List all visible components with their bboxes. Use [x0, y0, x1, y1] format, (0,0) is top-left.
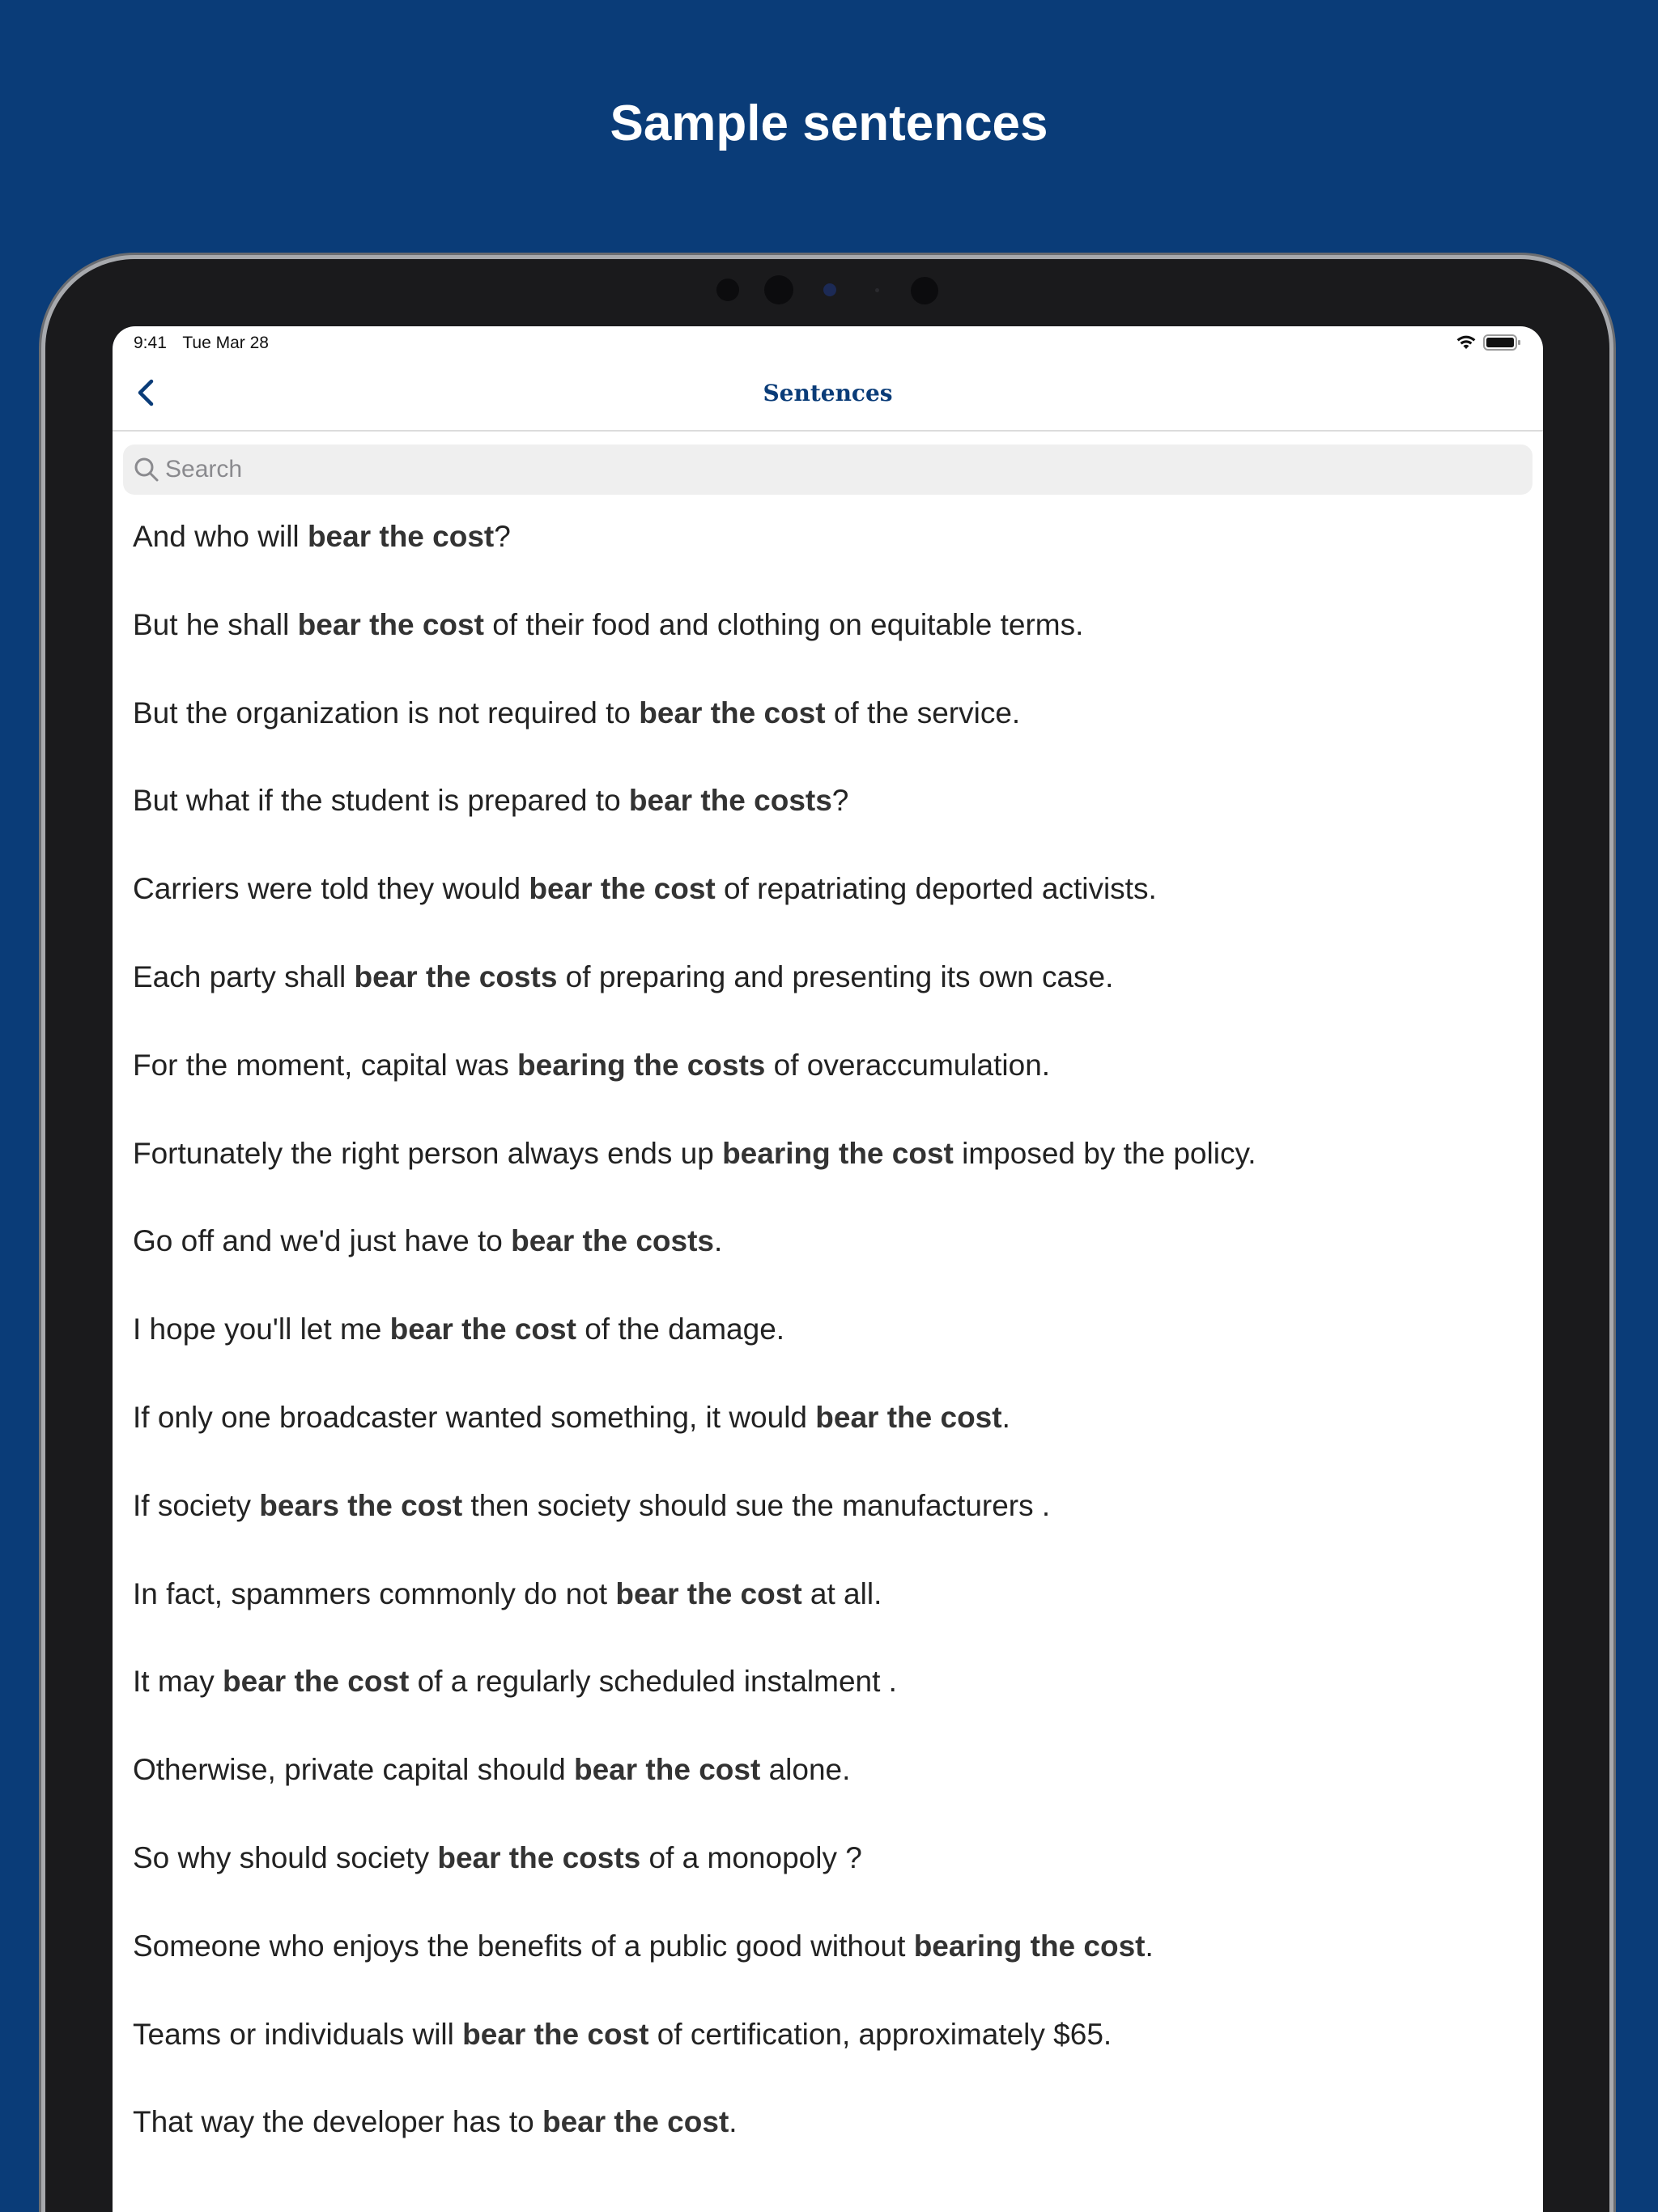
search-bar[interactable]	[123, 445, 1533, 495]
sentence-item[interactable]	[113, 2100, 1543, 2189]
sentence-text: of the service.	[825, 696, 1021, 730]
sentence-text: And who will	[133, 520, 308, 553]
sentence-text: .	[714, 1224, 723, 1258]
sentence-item[interactable]	[113, 1308, 1543, 1396]
sentence-text: It may	[133, 1665, 223, 1699]
sentence-text: of the damage.	[576, 1312, 785, 1346]
sentence-text: ?	[494, 520, 511, 553]
navigation-bar	[113, 359, 1543, 432]
sentence-item[interactable]	[113, 1219, 1543, 1308]
sentence-item[interactable]	[113, 1396, 1543, 1484]
sentence-text: Go off and we'd just have to	[133, 1224, 512, 1258]
highlighted-phrase: bear the costs	[628, 784, 832, 818]
sentence-text: But what if the student is prepared to	[133, 784, 629, 818]
sentence-text: For the moment, capital was	[133, 1048, 518, 1082]
sensor-dot	[764, 275, 793, 304]
sentence-text: .	[1145, 1929, 1154, 1963]
highlighted-phrase: bear the costs	[437, 1840, 641, 1874]
sentence-item[interactable]	[113, 867, 1543, 955]
status-left	[134, 334, 280, 353]
sentence-item[interactable]	[113, 1044, 1543, 1132]
highlighted-phrase: bear the cost	[815, 1400, 1002, 1434]
sentence-text: .	[729, 2105, 738, 2139]
sentence-item[interactable]	[113, 1925, 1543, 2013]
highlighted-phrase: bear the cost	[223, 1665, 410, 1699]
sentence-text: of repatriating deported activists.	[715, 872, 1157, 906]
sentence-item[interactable]	[113, 1132, 1543, 1220]
status-date: Tue Mar 28	[182, 334, 269, 352]
sentence-item[interactable]	[113, 955, 1543, 1044]
sentence-text: of preparing and presenting its own case.	[557, 959, 1114, 993]
status-bar	[113, 326, 1543, 359]
sentence-text: of certification, approximately $65.	[648, 2017, 1112, 2051]
highlighted-phrase: bear the cost	[542, 2105, 729, 2139]
sentence-text: of their food and clothing on equitable terms.	[483, 607, 1084, 641]
wifi-icon	[1456, 334, 1477, 351]
sentence-item[interactable]	[113, 691, 1543, 780]
sentence-text: of overaccumulation.	[765, 1048, 1051, 1082]
highlighted-phrase: bears the cost	[259, 1488, 463, 1522]
battery-icon	[1483, 334, 1522, 351]
sentence-text: If society	[133, 1488, 260, 1522]
sentence-text: So why should society	[133, 1840, 438, 1874]
sentence-item[interactable]	[113, 1484, 1543, 1572]
sentence-item[interactable]	[113, 603, 1543, 691]
sentence-item[interactable]	[113, 1836, 1543, 1925]
sentence-item[interactable]	[113, 779, 1543, 867]
highlighted-phrase: bearing the cost	[722, 1136, 954, 1170]
page-headline: Sample sentences	[610, 96, 1048, 151]
sentence-text: then society should sue the manufacturers .	[462, 1488, 1051, 1522]
camera-lens	[823, 283, 836, 296]
sentence-text: of a regularly scheduled instalment .	[409, 1665, 897, 1699]
sentence-text: Each party shall	[133, 959, 355, 993]
highlighted-phrase: bearing the costs	[517, 1048, 766, 1082]
sentence-text: Fortunately the right person always ends up	[133, 1136, 723, 1170]
highlighted-phrase: bear the costs	[511, 1224, 714, 1258]
sentence-text: That way the developer has to	[133, 2105, 542, 2139]
highlighted-phrase: bear the cost	[639, 696, 826, 730]
highlighted-phrase: bear the cost	[462, 2017, 649, 2051]
highlighted-phrase: bear the cost	[574, 1753, 761, 1787]
sentence-text: .	[1001, 1400, 1010, 1434]
highlighted-phrase: bear the cost	[529, 872, 716, 906]
sentence-text: Carriers were told they would	[133, 872, 529, 906]
sentence-text: of a monopoly ?	[640, 1840, 862, 1874]
search-input[interactable]	[165, 445, 1509, 495]
sentence-text: But the organization is not required to	[133, 696, 640, 730]
highlighted-phrase: bear the cost	[307, 520, 495, 553]
sentence-text: at all.	[801, 1576, 882, 1610]
highlighted-phrase: bear the cost	[615, 1576, 802, 1610]
app-screen	[113, 326, 1543, 2212]
sensor-dot	[875, 288, 879, 292]
status-time: 9:41	[134, 334, 167, 352]
sentence-text: Otherwise, private capital should	[133, 1753, 574, 1787]
sentence-item[interactable]	[113, 1660, 1543, 1748]
sentence-item[interactable]	[113, 515, 1543, 603]
sentence-text: Someone who enjoys the benefits of a public good without	[133, 1929, 914, 1963]
sentence-item[interactable]	[113, 2013, 1543, 2101]
sentence-text: But he shall	[133, 607, 298, 641]
status-right	[1456, 334, 1522, 351]
highlighted-phrase: bearing the cost	[913, 1929, 1146, 1963]
search-icon	[133, 456, 160, 483]
sentence-list	[113, 515, 1543, 2189]
sentence-item[interactable]	[113, 1572, 1543, 1661]
sentence-text: If only one broadcaster wanted something, it would	[133, 1400, 816, 1434]
sentence-text: I hope you'll let me	[133, 1312, 390, 1346]
sentence-text: alone.	[760, 1753, 851, 1787]
sentence-text: In fact, spammers commonly do not	[133, 1576, 616, 1610]
sentence-text: ?	[831, 784, 849, 818]
nav-title: Sentences	[763, 380, 893, 406]
highlighted-phrase: bear the cost	[297, 607, 484, 641]
sensor-dot	[716, 279, 739, 301]
sensor-dot	[911, 277, 938, 304]
sentence-text: imposed by the policy.	[953, 1136, 1256, 1170]
highlighted-phrase: bear the costs	[354, 959, 558, 993]
highlighted-phrase: bear the cost	[389, 1312, 576, 1346]
sentence-item[interactable]	[113, 1748, 1543, 1836]
sentence-text: Teams or individuals will	[133, 2017, 463, 2051]
